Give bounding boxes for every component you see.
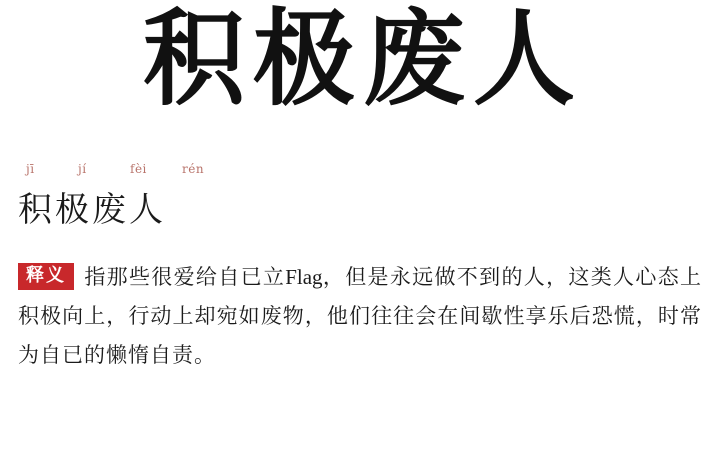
pinyin-syllable-1: jī: [26, 162, 35, 176]
headline-title: [0, 0, 718, 120]
headline-char-4: 人: [473, 0, 575, 120]
definition-latin-word: Flag: [285, 265, 323, 289]
headline-char-3: 废: [363, 0, 465, 120]
term-text: 积极废人: [18, 190, 166, 230]
pinyin-syllable-2: jí: [78, 162, 87, 176]
definition-text-part1: 指那些很爱给自已立: [84, 265, 286, 289]
headline-char-1: 积: [143, 0, 245, 120]
definition-tag-badge: 释义: [18, 263, 74, 290]
headline-char-2: 极: [253, 0, 355, 120]
pinyin-row: [22, 162, 272, 176]
definition-text-part2: ，但是永远做不到的人，这类人心态上积极向上，行动上却宛如废物，他们往往会在间歇性享乐后恐慌，时常为自已的懒惰自责。: [18, 265, 703, 367]
pinyin-syllable-3: fèi: [130, 162, 147, 176]
definition-block: [18, 258, 702, 375]
pinyin-syllable-4: rén: [182, 162, 205, 176]
